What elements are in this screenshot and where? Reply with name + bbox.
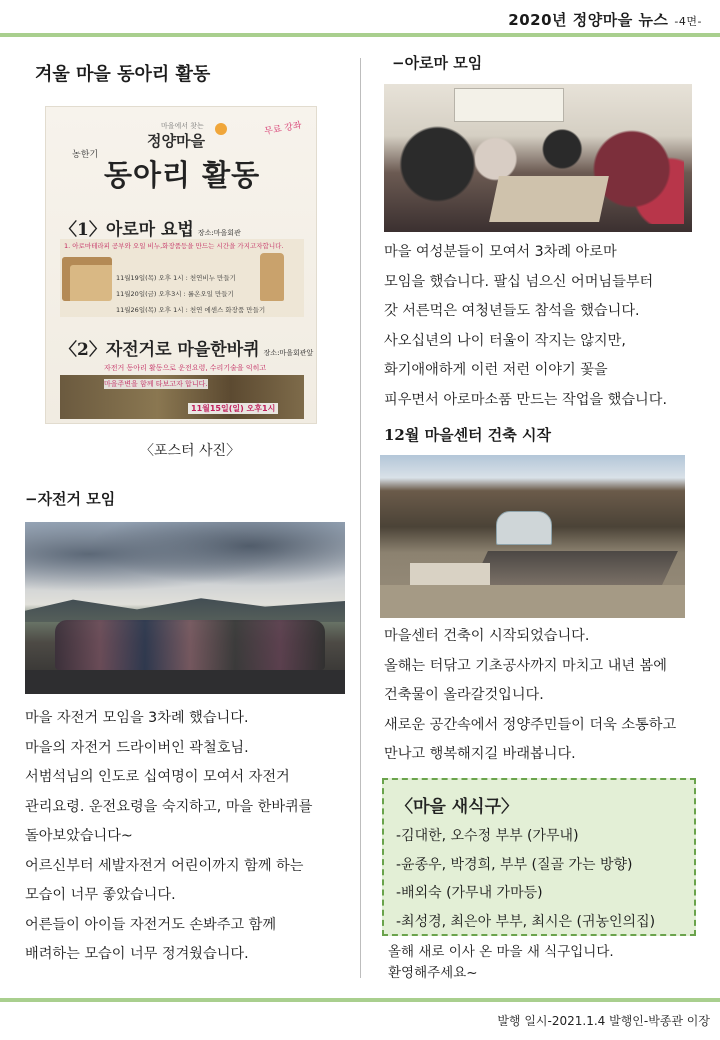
- publication-info: 발행 일시-2021.1.4 발행인-박종관 이장: [497, 1014, 710, 1028]
- welcome-line: 환영해주세요~: [388, 965, 478, 981]
- village-logo: [141, 121, 231, 150]
- aroma-place: 장소:마을회관: [197, 229, 241, 237]
- section-title-aroma: −아로마 모임: [392, 54, 483, 72]
- section-title-construction: 12월 마을센터 건축 시작: [384, 426, 551, 444]
- aroma-text-line: 갓 서른먹은 여청년들도 참석을 했습니다.: [384, 303, 640, 319]
- sun-icon: [215, 123, 227, 135]
- aroma-heading-text: 〈1〉아로마 요법: [60, 220, 194, 240]
- page-number: -4면-: [674, 15, 702, 28]
- aroma-text-line: 피우면서 아로마소품 만드는 작업을 했습니다.: [384, 391, 667, 408]
- bike-text-line: 어른들이 아이들 자전거도 손봐주고 함께: [25, 916, 277, 933]
- aroma-text-line: 마을 여성분들이 모여서 3차례 아로마: [384, 244, 617, 260]
- road-layer: [25, 670, 345, 694]
- bike-article-text: [25, 704, 312, 970]
- new-family-list: [396, 822, 655, 936]
- cloud-layer: [25, 522, 345, 602]
- notice-board: [454, 88, 564, 122]
- poster-aroma-desc: 1. 아로마테라피 공부와 오일 비누,화장품등을 만드는 시간을 가지고자합니다.: [64, 242, 284, 250]
- tent-structure: [496, 511, 552, 545]
- logo-tagline: 마을에서 찾는: [161, 122, 204, 130]
- bike-text-line: 관리요령. 운전요령을 숙지하고, 마을 한바퀴를: [25, 798, 313, 815]
- aroma-article-text: [384, 238, 667, 415]
- construction-text-line: 올해는 터닦고 기초공사까지 마치고 내년 봄에: [384, 657, 667, 674]
- bike-text-line: 서범석님의 인도로 십여명이 모여서 자전거: [25, 769, 290, 785]
- new-family-item: -윤종우, 박경희, 부부 (질골 가는 방향): [396, 856, 633, 873]
- new-family-item: -최성경, 최은아 부부, 최시은 (귀농인의집): [396, 913, 656, 930]
- section-title-winter-clubs: 겨울 마을 동아리 활동: [35, 64, 211, 85]
- bike-text-line: 어르신부터 세발자전거 어린이까지 함께 하는: [25, 857, 304, 874]
- welcome-line: 올해 새로 이사 온 마을 새 식구입니다.: [388, 944, 614, 960]
- poster-bike-heading: [60, 335, 313, 360]
- poster-schedule-3: 11월26일(목) 오후 1시 : 천연 에센스 화장품 만들기: [116, 306, 266, 314]
- poster-schedule-1: 11월19일(목) 오후 1시 : 천연비누 만들기: [116, 274, 236, 282]
- poster-bike-desc-1: 자전거 동아리 활동으로 운전요령, 수리기술을 익히고: [104, 364, 267, 372]
- bike-text-line: 마을 자전거 모임을 3차례 했습니다.: [25, 710, 249, 726]
- poster-bike-date: 11월15일(일) 오후1시: [188, 403, 278, 414]
- bike-group-photo: [25, 522, 345, 694]
- top-divider: [0, 33, 720, 37]
- poster-caption: 〈포스터 사진〉: [140, 443, 241, 459]
- newsletter-masthead: [508, 9, 702, 30]
- poster-schedule-2: 11월20일(금) 오후3시 : 롤온오일 만들기: [116, 290, 234, 298]
- ground-layer: [380, 585, 685, 618]
- new-family-title: 〈마을 새식구〉: [396, 797, 519, 817]
- bike-text-line: 배려하는 모습이 너무 정겨웠습니다.: [25, 946, 249, 962]
- aroma-meeting-photo: [384, 84, 692, 232]
- formwork: [410, 563, 490, 585]
- welcome-text: [388, 942, 614, 984]
- section-title-bike: −자전거 모임: [25, 490, 116, 508]
- logo-name: 정양마을: [147, 132, 205, 150]
- cyclists-group: [55, 620, 325, 670]
- construction-text-line: 건축물이 올라갈것입니다.: [384, 687, 544, 703]
- new-family-box: [382, 778, 696, 936]
- bike-text-line: 돌아보았습니다~: [25, 828, 133, 844]
- masthead-title: 2020년 정양마을 뉴스: [508, 11, 669, 29]
- bottom-divider: [0, 998, 720, 1002]
- bottle-image: [260, 253, 284, 301]
- foundation-slab: [472, 551, 678, 585]
- column-divider: [360, 58, 361, 978]
- new-family-item: -김대한, 오수정 부부 (가무내): [396, 828, 579, 844]
- free-tag: 무료 강좌: [264, 120, 303, 138]
- poster-title: 동아리 활동: [104, 158, 261, 192]
- poster-bike-desc-2: 마을주변을 함께 타보고자 합니다.: [104, 380, 208, 388]
- aroma-text-line: 모임을 했습니다. 팔십 넘으신 어머님들부터: [384, 273, 654, 290]
- construction-site-photo: [380, 455, 685, 618]
- bike-text-line: 마을의 자전거 드라이버인 곽철호님.: [25, 739, 249, 756]
- new-family-item: -배외숙 (가무내 가마등): [396, 885, 543, 901]
- bike-text-line: 모습이 너무 좋았습니다.: [25, 887, 176, 903]
- poster-aroma-heading: [60, 215, 241, 240]
- poster-season: 농한기: [72, 150, 99, 160]
- construction-text-line: 만나고 행복해지길 바래봅니다.: [384, 746, 576, 762]
- construction-article-text: [384, 622, 676, 770]
- aroma-text-line: 사오십년의 나이 터울이 작지는 않지만,: [384, 332, 626, 349]
- bike-place: 장소:마을회관앞: [263, 349, 314, 357]
- construction-text-line: 마을센터 건축이 시작되었습니다.: [384, 628, 590, 644]
- bike-heading-text: 〈2〉자전거로 마을한바퀴: [60, 340, 260, 360]
- club-poster-image: [45, 106, 317, 424]
- work-table: [489, 176, 609, 222]
- aroma-text-line: 화기애애하게 이런 저런 이야기 꽃을: [384, 362, 608, 378]
- construction-text-line: 새로운 공간속에서 정양주민들이 더욱 소통하고: [384, 716, 677, 733]
- soap-product-image: [62, 257, 112, 301]
